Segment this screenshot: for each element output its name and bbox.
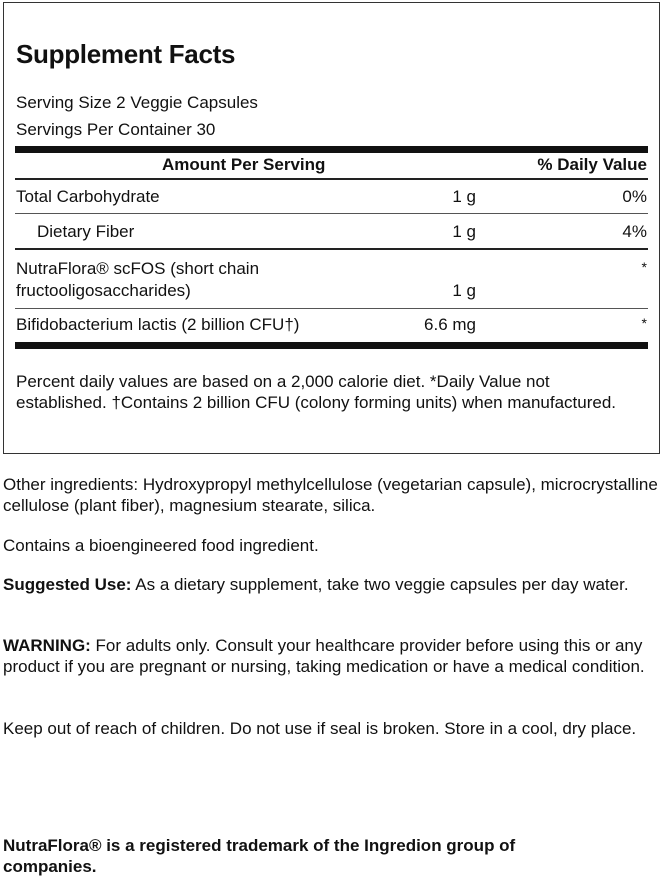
header-daily-value: % Daily Value <box>537 155 647 174</box>
row-divider <box>15 308 648 309</box>
row-nutraflora-amount: 1 g <box>452 281 476 300</box>
warning-label: WARNING: <box>3 636 91 655</box>
row-dietary-fiber-dv: 4% <box>622 222 647 241</box>
panel-title: Supplement Facts <box>16 39 236 69</box>
row-nutraflora-dv: * <box>641 259 647 275</box>
row-bifidobacterium-name: Bifidobacterium lactis (2 billion CFU†) <box>16 315 300 334</box>
header-rule <box>15 178 648 180</box>
suggested-use-label: Suggested Use: <box>3 575 132 594</box>
other-ingredients: Other ingredients: Hydroxypropyl methylcellulose (vegetarian capsule), microcrystalline cellulose (plant fiber), magnesium stearate, silica. <box>3 475 658 515</box>
servings-per-container: Servings Per Container 30 <box>16 120 216 139</box>
warning <box>3 635 663 677</box>
serving-size: Serving Size 2 Veggie Capsules <box>16 93 258 112</box>
row-total-carbohydrate-name: Total Carbohydrate <box>16 187 160 206</box>
row-divider <box>15 213 648 214</box>
row-nutraflora-name-line1: NutraFlora® scFOS (short chain <box>16 259 260 278</box>
bottom-thick-bar <box>15 342 648 349</box>
row-dietary-fiber-name: Dietary Fiber <box>37 222 135 241</box>
trademark-notice: NutraFlora® is a registered trademark of the Ingredion group of companies. <box>3 836 516 876</box>
row-divider-bold <box>15 248 648 250</box>
header-amount-per-serving: Amount Per Serving <box>162 155 326 174</box>
row-total-carbohydrate-dv: 0% <box>622 187 647 206</box>
supplement-facts-panel <box>3 2 660 454</box>
row-total-carbohydrate-amount: 1 g <box>452 187 476 206</box>
row-dietary-fiber-amount: 1 g <box>452 222 476 241</box>
panel-footnote: Percent daily values are based on a 2,000 calorie diet. *Daily Value not established. †Contains 2 billion CFU (colony forming units) when manufactured. <box>16 372 617 412</box>
row-bifidobacterium-amount: 6.6 mg <box>424 315 476 334</box>
storage-instructions: Keep out of reach of children. Do not use if seal is broken. Store in a cool, dry place. <box>3 719 637 738</box>
row-bifidobacterium-dv: * <box>641 315 647 331</box>
suggested-use <box>3 574 663 595</box>
suggested-use-text: As a dietary supplement, take two veggie capsules per day water. <box>131 575 629 594</box>
row-nutraflora-name-line2: fructooligosaccharides) <box>16 281 191 300</box>
bioengineered-notice: Contains a bioengineered food ingredient. <box>3 536 319 555</box>
top-thick-bar <box>15 146 648 153</box>
warning-text: For adults only. Consult your healthcare provider before using this or any product if you are pregnant or nursing, taking medication or have a medical condition. <box>3 636 645 676</box>
